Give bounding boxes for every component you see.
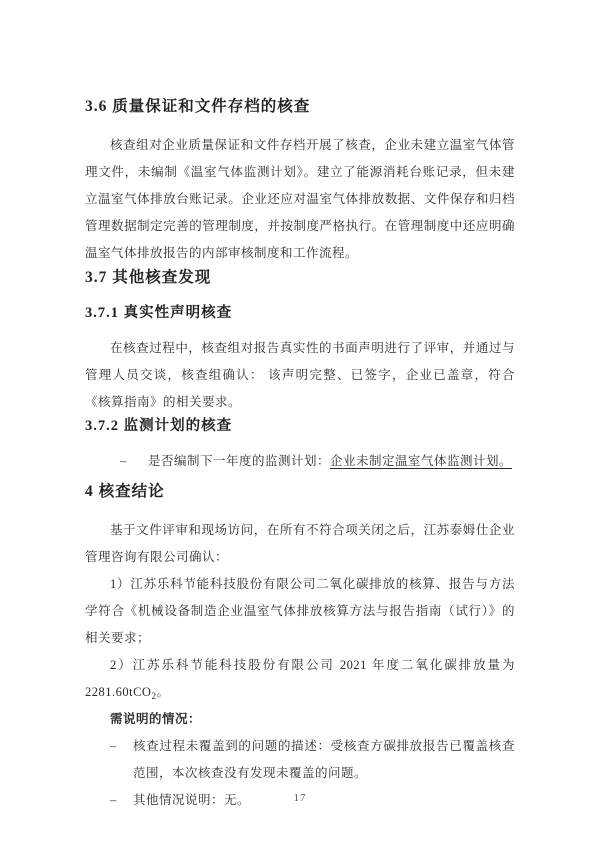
dash-bullet-icon: – xyxy=(120,454,127,468)
bullet-monitoring-plan-value: 企业未制定温室气体监测计划。 xyxy=(330,454,513,468)
note-bullet-other-text: 其他情况说明：无。 xyxy=(133,793,251,807)
section-heading-3-6: 3.6 质量保证和文件存档的核查 xyxy=(85,98,311,115)
section-heading-3-7-2: 3.7.2 监测计划的核查 xyxy=(85,418,233,434)
dash-bullet-icon: – xyxy=(110,793,117,807)
conclusion-item-2-period: 。 xyxy=(156,685,170,699)
conclusion-item-1: 1）江苏乐科节能科技股份有限公司二氧化碳排放的核算、报告与方法学符合《机械设备制造企业温室气体排放核算方法与报告指南（试行）》的相关要求； xyxy=(85,577,515,645)
paragraph-3-6: 核查组对企业质量保证和文件存档开展了核查，企业未建立温室气体管理文件，未编制《温室气体监测计划》。建立了能源消耗台账记录，但未建立温室气体排放台账记录。企业还应对温室气体排放数据、文件保存和归档管理数据制定完善的管理制度，并按制度严格执行。在管理制度中还应明确温室气体排放报告的内部审核制度和工作流程。 xyxy=(85,138,515,260)
conclusion-item-2 xyxy=(85,652,515,706)
note-bullet-coverage xyxy=(85,733,515,787)
notes-label: 需说明的情况： xyxy=(110,712,202,726)
co2-subscript: 2 xyxy=(151,691,157,701)
note-bullet-coverage-text: 核查过程未覆盖到的问题的描述：受核查方碳排放报告已覆盖核查范围，本次核查没有发现未覆盖的问题。 xyxy=(133,739,515,780)
section-heading-3-7-1: 3.7.1 真实性声明核查 xyxy=(85,305,233,321)
section-heading-4: 4 核查结论 xyxy=(85,483,165,500)
bullet-monitoring-plan xyxy=(85,448,515,475)
conclusion-item-2-text: 2）江苏乐科节能科技股份有限公司 2021 年度二氧化碳排放量为2281.60tCO xyxy=(85,658,515,699)
paragraph-4-intro: 基于文件评审和现场访问，在所有不符合项关闭之后，江苏泰姆仕企业管理咨询有限公司确认： xyxy=(85,523,515,564)
bullet-monitoring-plan-label: 是否编制下一年度的监测计划： xyxy=(148,454,331,468)
page-number: 17 xyxy=(293,792,307,804)
dash-bullet-icon: – xyxy=(110,739,117,753)
section-heading-3-7: 3.7 其他核查发现 xyxy=(85,269,212,286)
paragraph-3-7-1: 在核查过程中，核查组对报告真实性的书面声明进行了评审，并通过与管理人员交谈，核查组确认： 该声明完整、已签字，企业已盖章，符合《核算指南》的相关要求。 xyxy=(85,341,515,409)
